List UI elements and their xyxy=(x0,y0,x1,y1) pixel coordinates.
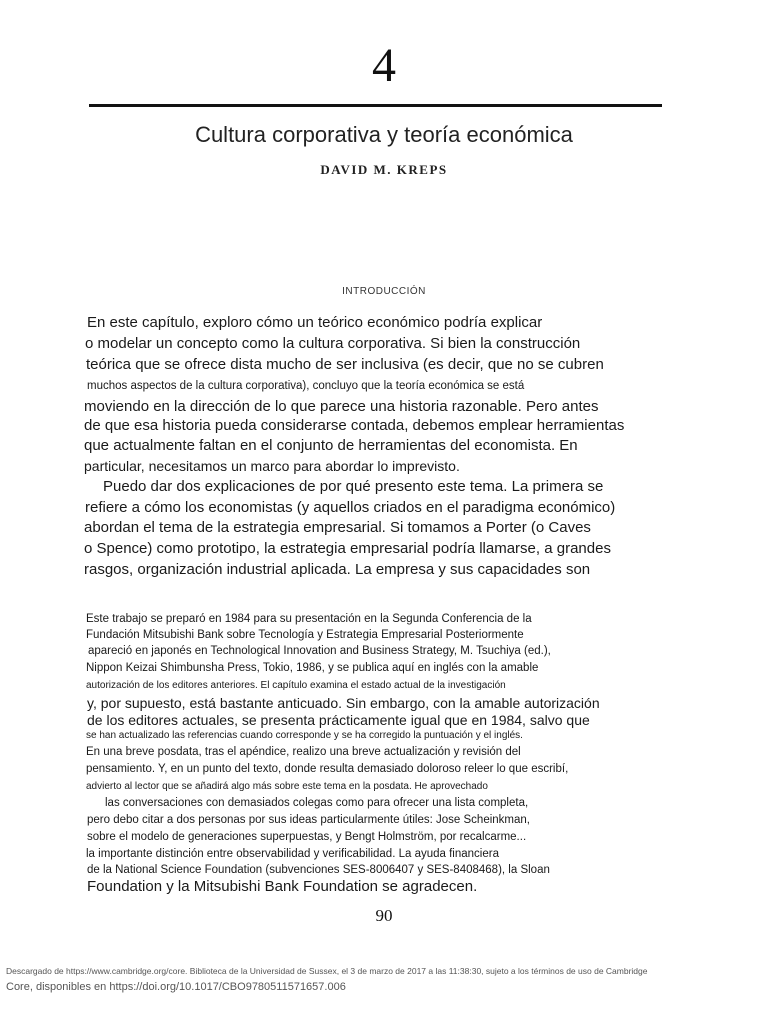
footnote-line: Fundación Mitsubishi Bank sobre Tecnología y Estrategia Empresarial Posteriormente xyxy=(86,629,524,641)
body-line: rasgos, organización industrial aplicada. La empresa y sus capacidades son xyxy=(84,561,591,578)
body-line: de que esa historia pueda considerarse contada, debemos emplear herramientas xyxy=(84,417,625,434)
chapter-number: 4 xyxy=(372,39,396,92)
download-notice: Descargado de https://www.cambridge.org/core. Biblioteca de la Universidad de Sussex, el 3 de marzo de 2017 a las 11:38:30, sujeto a los términos de uso de Cambridge xyxy=(6,966,648,976)
body-line: abordan el tema de la estrategia empresarial. Si tomamos a Porter (o Caves xyxy=(84,519,591,536)
footnote-line: En una breve posdata, tras el apéndice, realizo una breve actualización y revisión del xyxy=(86,746,521,758)
page-number: 90 xyxy=(375,906,393,925)
body-line: refiere a cómo los economistas (y aquellos criados en el paradigma económico) xyxy=(85,499,616,516)
footnote-line: Foundation y la Mitsubishi Bank Foundation se agradecen. xyxy=(87,878,478,895)
footnote-line: y, por supuesto, está bastante anticuado. Sin embargo, con la amable autorización xyxy=(87,695,600,711)
title-rule xyxy=(89,104,662,107)
body-line: particular, necesitamos un marco para abordar lo imprevisto. xyxy=(84,458,460,474)
footnote-line: autorización de los editores anteriores. El capítulo examina el estado actual de la investigación xyxy=(86,680,506,691)
footnote-line: apareció en japonés en Technological Innovation and Business Strategy, M. Tsuchiya (ed.), xyxy=(88,645,551,657)
body-line: o Spence) como prototipo, la estrategia empresarial podría llamarse, a grandes xyxy=(84,540,611,557)
chapter-title: Cultura corporativa y teoría económica xyxy=(195,122,573,147)
body-line: o modelar un concepto como la cultura corporativa. Si bien la construcción xyxy=(85,335,581,352)
section-heading: INTRODUCCIÓN xyxy=(342,286,426,297)
body-line: teórica que se ofrece dista mucho de ser inclusiva (es decir, que no se cubren xyxy=(86,356,604,373)
body-line: moviendo en la dirección de lo que parece una historia razonable. Pero antes xyxy=(84,398,599,415)
footnote-line: pensamiento. Y, en un punto del texto, donde resulta demasiado doloroso releer lo que escribí, xyxy=(86,763,569,775)
footnote-line: advierto al lector que se añadirá algo más sobre este tema en la posdata. He aprovechado xyxy=(86,781,488,792)
footnote-line: se han actualizado las referencias cuando corresponde y se ha corregido la puntuación y el inglés. xyxy=(86,730,523,741)
footnote-line: de los editores actuales, se presenta prácticamente igual que en 1984, salvo que xyxy=(87,712,590,728)
body-line: En este capítulo, exploro cómo un teórico económico podría explicar xyxy=(87,314,543,331)
footnote-line: la importante distinción entre observabilidad y verificabilidad. La ayuda financiera xyxy=(86,848,499,860)
doi-notice[interactable]: Core, disponibles en https://doi.org/10.1017/CBO9780511571657.006 xyxy=(6,981,346,993)
footnote-line: sobre el modelo de generaciones superpuestas, y Bengt Holmström, por recalcarme... xyxy=(87,831,527,843)
author-name: DAVID M. KREPS xyxy=(320,162,448,177)
footnote-line: pero debo citar a dos personas por sus ideas particularmente útiles: Jose Scheinkman, xyxy=(87,814,530,826)
body-line: Puedo dar dos explicaciones de por qué presento este tema. La primera se xyxy=(103,478,604,495)
footnote-line: de la National Science Foundation (subvenciones SES-8006407 y SES-8408468), la Sloan xyxy=(87,864,550,876)
body-line: muchos aspectos de la cultura corporativa), concluyo que la teoría económica se está xyxy=(87,380,525,392)
footnote-line: las conversaciones con demasiados colegas como para ofrecer una lista completa, xyxy=(105,797,529,809)
body-line: que actualmente faltan en el conjunto de herramientas del economista. En xyxy=(84,437,578,454)
footnote-line: Nippon Keizai Shimbunsha Press, Tokio, 1986, y se publica aquí en inglés con la amable xyxy=(86,662,539,674)
footnote-line: Este trabajo se preparó en 1984 para su presentación en la Segunda Conferencia de la xyxy=(86,613,532,625)
